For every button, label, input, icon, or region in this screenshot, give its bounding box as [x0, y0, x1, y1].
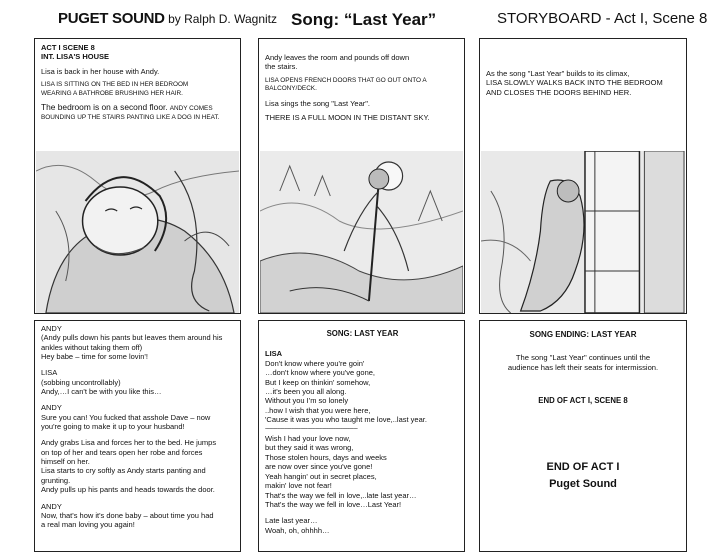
author-credit: by Ralph D. Wagnitz — [168, 12, 277, 26]
dialogue-line: himself on her. — [41, 457, 90, 467]
panel-3 — [479, 38, 687, 314]
panel-3-text — [486, 69, 682, 97]
header-show-title — [58, 10, 277, 27]
panel-1-line4-main: The bedroom is on a second floor. — [41, 102, 168, 113]
panel-2-line6: THERE IS A FULL MOON IN THE DISTANT SKY. — [265, 113, 430, 123]
panel-5 — [258, 320, 465, 552]
dialogue-line: ANDY — [41, 403, 62, 413]
dialogue-line — [41, 495, 236, 502]
song-title: Song: “Last Year” — [291, 10, 437, 29]
panel-1 — [34, 38, 241, 314]
lyric-line: That's the way we fell in love…Last Year! — [265, 499, 402, 509]
panel-3-line2: LISA SLOWLY WALKS BACK INTO THE BEDROOM — [486, 78, 663, 88]
panel-1-text — [41, 43, 236, 123]
storyboard-section: STORYBOARD - Act I, Scene 8 — [497, 10, 708, 27]
verse-3 — [265, 516, 460, 535]
lyric-line: makin' love not fear! — [265, 481, 332, 491]
verse-1 — [265, 359, 460, 425]
panel-1-line4-caps: ANDY COMES — [169, 105, 213, 113]
lyric-line: are now over since you've gone! — [265, 462, 373, 472]
panel-4 — [34, 320, 241, 552]
dialogue-line — [41, 396, 236, 403]
panel-2-line4: BALCONY/DECK. — [265, 85, 317, 93]
dialogue-line: Andy pulls up his pants and heads towards the door. — [41, 485, 215, 495]
lisa-sketch-image — [36, 151, 239, 313]
dialogue-line: Sure you can! You fucked that asshole Dave – now — [41, 412, 211, 422]
lyric-line: But I keep on thinkin' somehow, — [265, 377, 371, 387]
dialogue-line: (Andy pulls down his pants but leaves them around his — [41, 333, 223, 343]
verse-2 — [265, 434, 460, 509]
lyric-line: ..how I wish that you were here, — [265, 405, 371, 415]
show-title: PUGET SOUND — [58, 10, 165, 27]
act-label: ACT I SCENE 8 — [41, 43, 95, 52]
lyric-line: Woah, oh, ohhhh… — [265, 525, 330, 535]
singer-label: LISA — [265, 349, 283, 359]
dialogue-line: you're going to make it up to your husband! — [41, 422, 185, 432]
panel-2-line5: Lisa sings the song "Last Year". — [265, 99, 370, 108]
panel-6-line1: The song "Last Year" continues until the — [515, 353, 651, 362]
lyric-line: …don't know where you've gone, — [265, 368, 376, 378]
lyric-line: Don't know where you're goin' — [265, 358, 365, 368]
show-name: Puget Sound — [549, 478, 617, 490]
dialogue-line — [41, 431, 236, 438]
panel-1-line5: BOUNDING UP THE STAIRS PANTING LIKE A DOG IN HEAT. — [41, 114, 220, 121]
lyric-line: 'Cause it was you who taught me love,..last year. — [265, 415, 427, 425]
dialogue-line: grunting. — [41, 475, 71, 485]
panel-2-line1: Andy leaves the room and pounds off down — [265, 53, 410, 62]
verse-divider: ------------------------------------------------------------------ — [265, 425, 358, 432]
panel-6 — [479, 320, 687, 552]
song-ending-heading: SONG ENDING: LAST YEAR — [529, 330, 637, 339]
panel-1-line2: LISA IS SITTING ON THE BED IN HER BEDROOM — [41, 81, 189, 89]
lyric-line: That's the way we fell in love,..late last year… — [265, 490, 417, 500]
dialogue-line: ankles without taking them off) — [41, 342, 143, 352]
panel-2-line2: the stairs. — [265, 62, 298, 72]
panel-2-line3: LISA OPENS FRENCH DOORS THAT GO OUT ONTO A — [265, 76, 427, 84]
panel-1-line3: WEARING A BATHROBE BRUSHING HER HAIR. — [41, 89, 183, 97]
lyric-line: Those stolen hours, days and weeks — [265, 452, 387, 462]
end-of-act: END OF ACT I — [546, 461, 620, 473]
dialogue-line: LISA — [41, 368, 58, 378]
dialogue-line: Lisa starts to cry softly as Andy starts panting and — [41, 466, 206, 476]
dialogue-line: Hey babe – time for some lovin'! — [41, 352, 148, 362]
dialogue-line: a real man loving you again! — [41, 520, 135, 530]
lyric-line: but they said it was wrong, — [265, 443, 354, 453]
panel-2-text — [265, 53, 460, 123]
panel-1-line1: Lisa is back in her house with Andy. — [41, 66, 160, 76]
dialogue-line: Andy,…I can't be with you like this… — [41, 387, 162, 397]
dialogue-line — [41, 361, 236, 368]
panel-2 — [258, 38, 465, 314]
lyric-line: …it's been you all along. — [265, 387, 347, 397]
panel-6-line2: audience has left their seats for intermission. — [507, 363, 659, 372]
lyric-line: Late last year… — [265, 516, 318, 526]
dialogue-line: (sobbing uncontrollably) — [41, 377, 121, 387]
song-heading: SONG: LAST YEAR — [326, 329, 399, 338]
panel-4-dialogue — [41, 324, 236, 530]
panel-3-line3: AND CLOSES THE DOORS BEHIND HER. — [486, 87, 632, 97]
end-of-scene: END OF ACT I, SCENE 8 — [538, 396, 628, 405]
dialogue-line: on top of her and tears open her robe and forces — [41, 447, 203, 457]
dialogue-line: Now, that's how it's done baby – about time you had — [41, 510, 214, 520]
closing-doors-sketch-image — [481, 151, 685, 313]
lyric-line: Yeah hangin' out in secret places, — [265, 471, 377, 481]
panel-3-line1: As the song "Last Year" builds to its climax, — [486, 69, 630, 78]
dialogue-line: Andy grabs Lisa and forces her to the bed. He jumps — [41, 438, 217, 448]
balcony-moon-sketch-image — [260, 151, 463, 313]
panel-5-text — [265, 329, 460, 535]
lyric-line: Without you I'm so lonely — [265, 396, 349, 406]
lyric-line: Wish I had your love now, — [265, 434, 351, 444]
location-label: INT. LISA'S HOUSE — [41, 52, 110, 62]
dialogue-line: ANDY — [41, 501, 62, 511]
dialogue-line: ANDY — [41, 324, 62, 333]
